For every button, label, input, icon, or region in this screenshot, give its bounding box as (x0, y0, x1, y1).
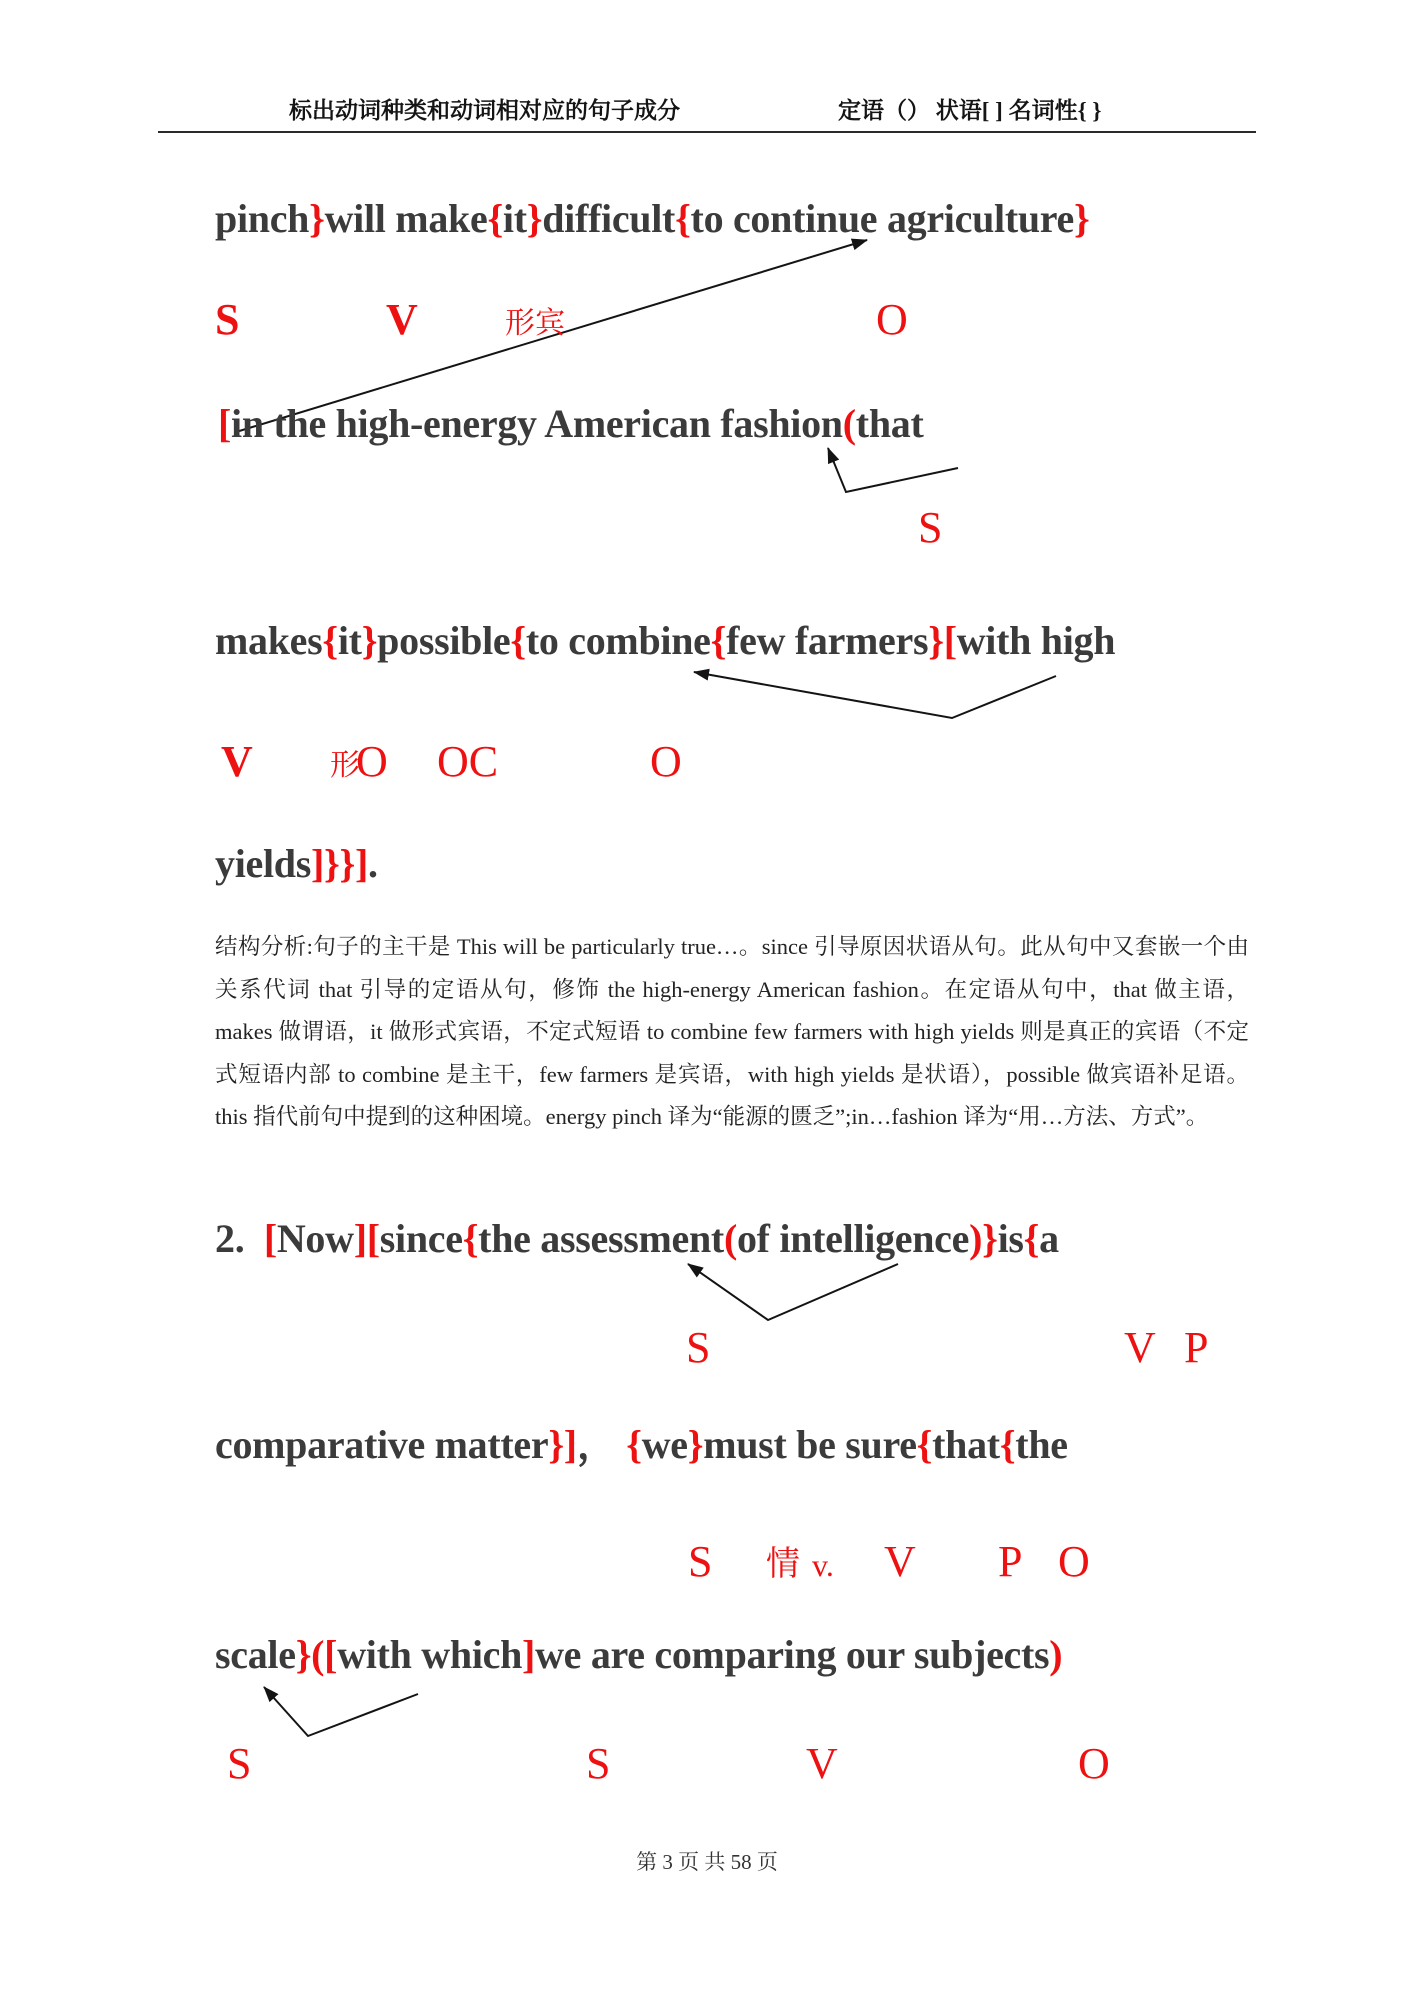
sentence-text: comparative matter (215, 1422, 549, 1467)
bracket-marker: { (675, 196, 691, 241)
sentence-text: with which (337, 1632, 523, 1677)
bracket-marker: ][ (353, 1216, 380, 1261)
sentence-text: with high (956, 618, 1116, 663)
sentence-text: possible (377, 618, 511, 663)
bracket-marker: { (462, 1216, 479, 1261)
sentence-text: must be sure (703, 1422, 917, 1467)
sentence-text: Now (276, 1216, 354, 1261)
sentence2-relative-clause (215, 1632, 1062, 1678)
grammar-role-label: P (998, 1537, 1023, 1586)
grammar-role-label: 形宾 (505, 307, 565, 340)
sentence-text: in the high-energy American fashion (231, 401, 843, 446)
bracket-marker: } (526, 196, 543, 241)
bracket-marker: }[ (928, 618, 957, 663)
bracket-marker: { (916, 1422, 933, 1467)
grammar-role-label: V (221, 737, 253, 786)
header-left-title: 标出动词种类和动词相对应的句子成分 (289, 98, 680, 123)
sentence1-relative-clause (215, 618, 1115, 664)
sentence-text: that (855, 401, 924, 446)
sentence2-opening (215, 1216, 1059, 1262)
sentence-text: is (997, 1216, 1024, 1261)
sentence-text: 2. (215, 1216, 264, 1261)
sentence-text: to continue agriculture (690, 196, 1074, 241)
bracket-marker: { (322, 618, 338, 663)
sentence-text: difficult (542, 196, 676, 241)
sentence-text: to combine (525, 618, 711, 663)
sentence-text: pinch (215, 196, 310, 241)
grammar-role-label: P (1184, 1323, 1209, 1372)
grammar-role-label: O (1078, 1739, 1110, 1788)
grammar-role-label: O (356, 737, 388, 786)
bracket-marker: ( (723, 1216, 737, 1261)
bracket-marker: )} (969, 1216, 998, 1261)
grammar-role-label: V (1124, 1323, 1156, 1372)
sentence-text: a (1039, 1216, 1059, 1261)
bracket-marker: [ (218, 401, 232, 446)
grammar-role-label: S (586, 1739, 611, 1788)
sentence-text: we are comparing our subjects (535, 1632, 1050, 1677)
bracket-marker: } (309, 196, 325, 241)
grammar-role-label: S (688, 1537, 713, 1586)
bracket-marker: ( (842, 401, 856, 446)
sentence-text: few farmers (726, 618, 929, 663)
bracket-marker: ]}}] (311, 841, 368, 886)
bracket-marker: }] (548, 1422, 577, 1467)
grammar-role-label: S (227, 1739, 252, 1788)
sentence-text: will make (324, 196, 488, 241)
grammar-role-label: v. (812, 1547, 834, 1583)
bracket-marker: }([ (295, 1632, 338, 1677)
bracket-marker: } (361, 618, 378, 663)
sentence-text: the assessment (478, 1216, 724, 1261)
sentence-text: ， (576, 1422, 627, 1467)
grammar-role-label: S (918, 503, 943, 552)
bracket-marker: { (710, 618, 727, 663)
bracket-marker: } (1073, 196, 1090, 241)
grammar-role-label: V (386, 295, 418, 344)
arrow-line (264, 1687, 418, 1736)
bracket-marker: ) (1049, 1632, 1063, 1677)
grammar-role-label: O (876, 295, 908, 344)
sentence1-clause-end (215, 841, 378, 887)
sentence1-main-clause (215, 196, 1089, 242)
grammar-role-label: 形 (330, 749, 360, 782)
sentence2-middle (215, 1422, 1068, 1468)
bracket-marker: ] (522, 1632, 536, 1677)
bracket-marker: } (687, 1422, 704, 1467)
sentence-text: since (379, 1216, 463, 1261)
sentence-text: yields (215, 841, 311, 886)
header-divider-rule (158, 131, 1256, 133)
sentence-text: that (932, 1422, 1000, 1467)
sentence-text: scale (215, 1632, 296, 1677)
sentence-text: makes (215, 618, 323, 663)
page-number-footer: 第 3 页 共 58 页 (636, 1850, 778, 1874)
grammar-role-label: OC (437, 737, 499, 786)
arrow-line (828, 448, 958, 492)
grammar-role-label: V (884, 1537, 916, 1586)
bracket-marker: { (487, 196, 503, 241)
sentence-text: it (337, 618, 362, 663)
structure-analysis-paragraph: 结构分析:句子的主干是 This will be particularly true…。since 引导原因状语从句。此从句中又套嵌一个由关系代词 that 引导的定语从句，修饰 the high-energy American fashion。在定语从句中，that 做主语，makes 做谓语，it 做形式宾语，不定式短语 to combine few farmers with high yields 则是真正的宾语（不定式短语内部 to combine 是主干，few farmers 是宾语，with high yields 是状语），possible 做宾语补足语。this 指代前句中提到的这种困境。energy pinch 译为“能源的匮乏”;in…fashion 译为“用…方法、方式”。 (215, 934, 1249, 1129)
grammar-role-label: V (806, 1739, 838, 1788)
bracket-marker: { (999, 1422, 1016, 1467)
grammar-role-label: 情 (766, 1546, 800, 1583)
grammar-role-label: O (650, 737, 682, 786)
grammar-role-label: S (215, 295, 240, 344)
arrow-line (694, 672, 1056, 718)
sentence-text: it (502, 196, 527, 241)
arrow-line (688, 1264, 898, 1320)
sentence-text: the (1015, 1422, 1068, 1467)
bracket-marker: { (626, 1422, 642, 1467)
grammar-role-label: O (1058, 1537, 1090, 1586)
sentence-text: we (641, 1422, 688, 1467)
sentence1-adverbial-phrase (218, 401, 923, 447)
sentence-text: . (367, 841, 378, 886)
bracket-marker: [ (263, 1216, 277, 1261)
header-bracket-legend: 定语（） 状语[ ] 名词性{ } (838, 98, 1102, 123)
sentence-text: of intelligence (736, 1216, 970, 1261)
grammar-role-label: S (686, 1323, 711, 1372)
bracket-marker: { (510, 618, 526, 663)
bracket-marker: { (1023, 1216, 1040, 1261)
